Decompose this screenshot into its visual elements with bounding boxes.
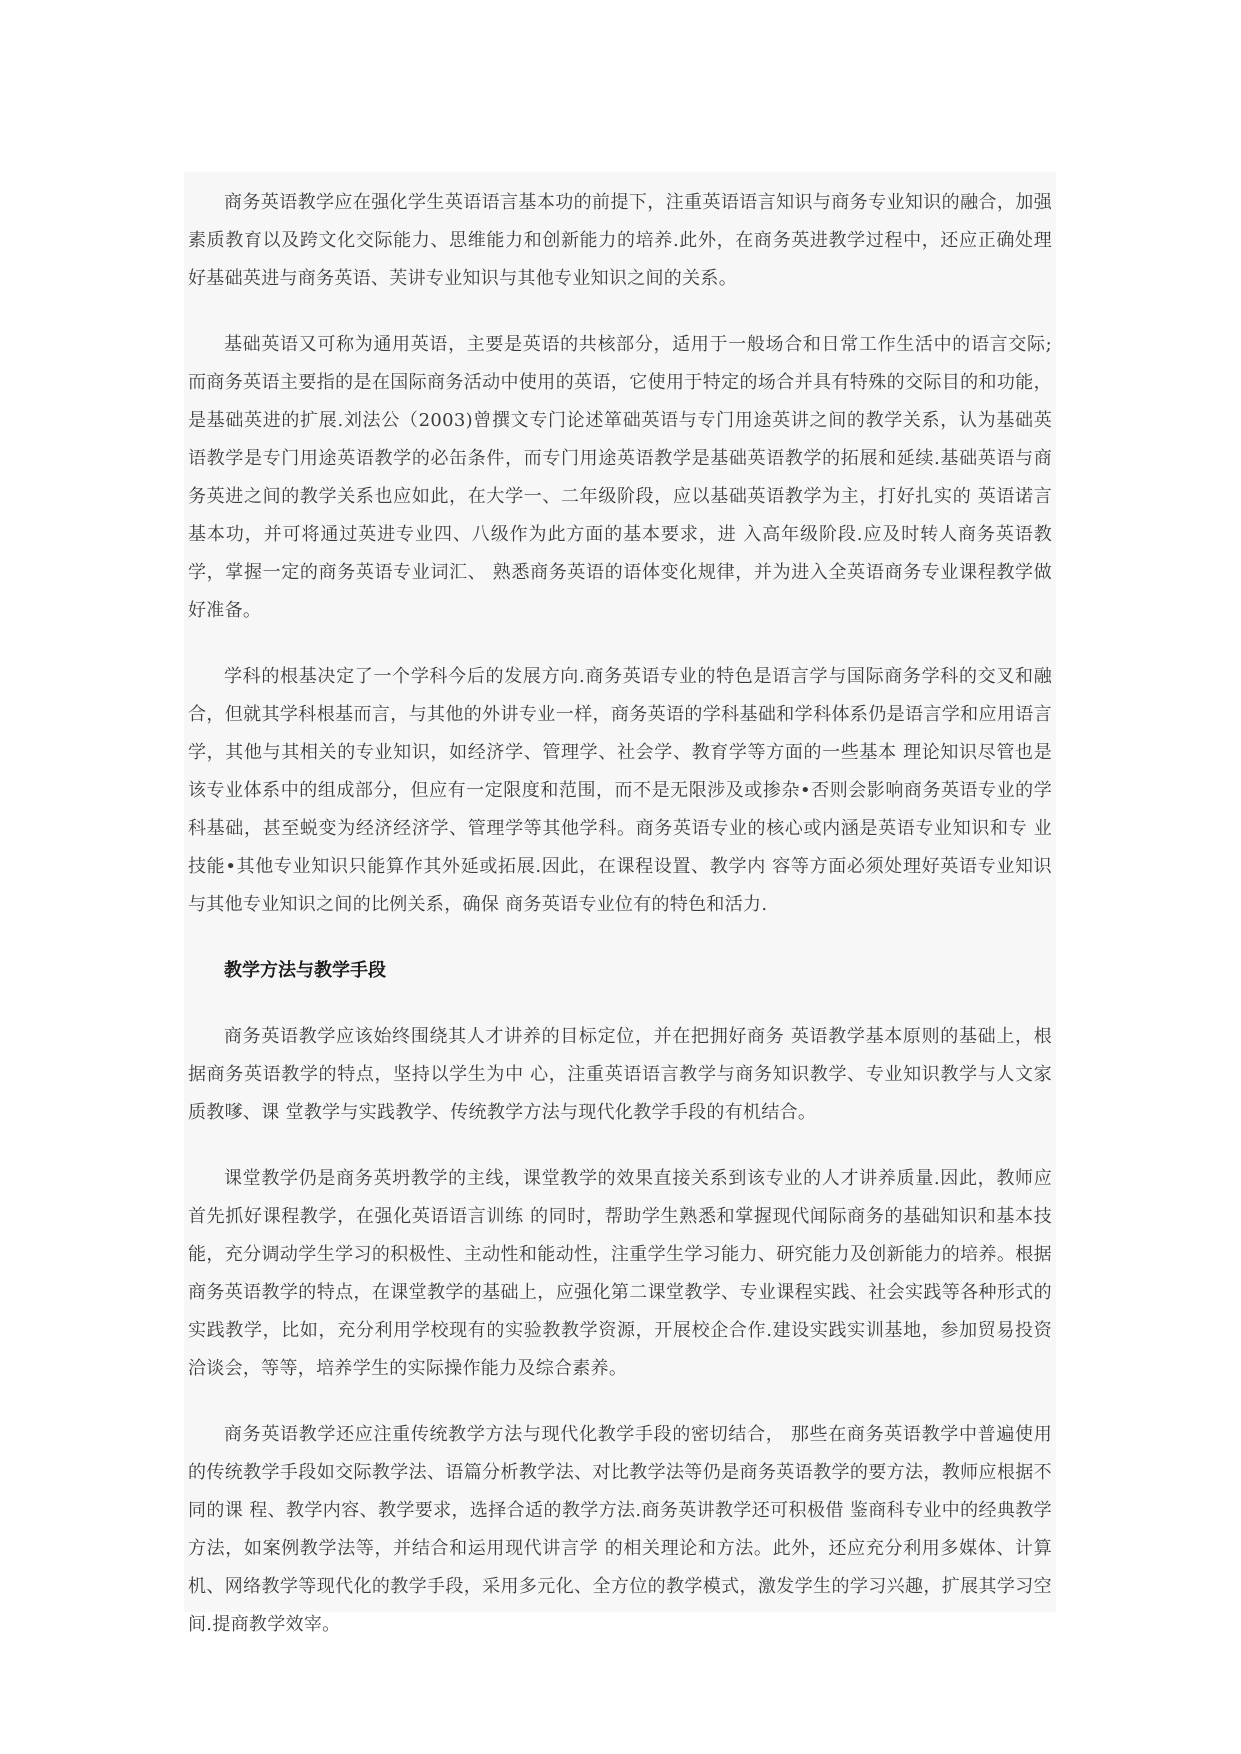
- paragraph-1: 商务英语教学应在强化学生英语语言基本功的前提下，注重英语语言知识与商务专业知识的融合，加强素质教育以及跨文化交际能力、思维能力和创新能力的培养.此外，在商务英进教学过程中，还应正确处理好基础英进与商务英语、芙讲专业知识与其他专业知识之间的关系。: [188, 192, 1052, 289]
- paragraph-5: 课堂教学仍是商务英坍教学的主线，课堂教学的效果直接关系到该专业的人才讲养质量.因此，教师应首先抓好课程教学，在强化英语语言训练 的同时，帮助学生熟悉和掌握现代闻际商务的基础知识和基本技能，充分调动学生学习的积极性、主动性和能动性，注重学生学习能力、研究能力及创新能力的培养。根据商务英语教学的特点，在课堂教学的基础上，应强化第二课堂教学、专业课程实践、社会实践等各种形式的实践教学，比如，充分利用学校现有的实验教教学资源，开展校企合作.建设实践实训基地，参加贸易投资洽谈会，等等，培养学生的实际操作能力及综合素养。: [188, 1168, 1052, 1379]
- paragraph-2: 基础英语又可称为通用英语，主要是英语的共核部分，适用于一般场合和日常工作生活中的语言交际;而商务英语主要指的是在国际商务活动中使用的英语，它使用于特定的场合并具有特殊的交际目的和功能，是基础英进的扩展.刘法公（2003)曾撰文专门论述箪础英语与专门用途英讲之间的教学关系，认为基础英语教学是专门用途英语教学的必缶条件，而专门用途英语教学是基础英语教学的拓展和延续.基础英语与商务英进之间的教学关系也应如此，在大学一、二年级阶段，应以基础英语教学为主，打好扎实的 英语诺言基本功，并可将通过英进专业四、八级作为此方面的基本要求，进 入高年级阶段.应及时转人商务英语教学，掌握一定的商务英语专业词汇、 熟悉商务英语的语体变化规律，并为进入全英语商务专业课程教学做好准备。: [188, 334, 1052, 621]
- section-heading: 教学方法与教学手段: [224, 960, 386, 981]
- document-body: [184, 172, 1056, 1635]
- paragraph-4: 商务英语教学应该始终围绕其人才讲养的目标定位，并在把拥好商务 英语教学基本原则的基础上，根据商务英语教学的特点，坚持以学生为中 心，注重英语语言教学与商务知识教学、专业知识教学与人文家质教嗲、课 堂教学与实践教学、传统教学方法与现代化教学手段的有机结合。: [188, 1026, 1052, 1123]
- paragraph-6: 商务英语教学还应注重传统教学方法与现代化教学手段的密切结合， 那些在商务英语教学中普遍使用的传统教学手段如交际教学法、语篇分析教学法、对比教学法等仍是商务英语教学的要方法，教师应根据不同的课 程、教学内容、教学要求，选择合适的教学方法.商务英讲教学还可积极借 鉴商科专业中的经典教学方法，如案例教学法等，并结合和运用现代讲言学 的相关理论和方法。此外，还应充分利用多媒体、计算机、网络教学等现代化的教学手段，采用多元化、全方位的教学模式，激发学生的学习兴趣，扩展其学习空间.提商教学效宰。: [188, 1424, 1052, 1635]
- paragraph-3: 学科的根基决定了一个学科今后的发展方向.商务英语专业的特色是语言学与国际商务学科的交叉和融合，但就其学科根基而言，与其他的外讲专业一样，商务英语的学科基础和学科体系仍是语言学和应用语言学，其他与其相关的专业知识，如经济学、管理学、社会学、教育学等方面的一些基本 理论知识尽管也是该专业体系中的组成部分，但应有一定限度和范围，而不是无限涉及或掺杂•否则会影响商务英语专业的学科基础，甚至蜕变为经济经济学、管理学等其他学科。商务英语专业的核心或内涵是英语专业知识和专 业技能•其他专业知识只能算作其外延或拓展.因此，在课程设置、教学内 容等方面必须处理好英语专业知识与其他专业知识之间的比例关系，确保 商务英语专业位有的特色和活力.: [188, 666, 1052, 915]
